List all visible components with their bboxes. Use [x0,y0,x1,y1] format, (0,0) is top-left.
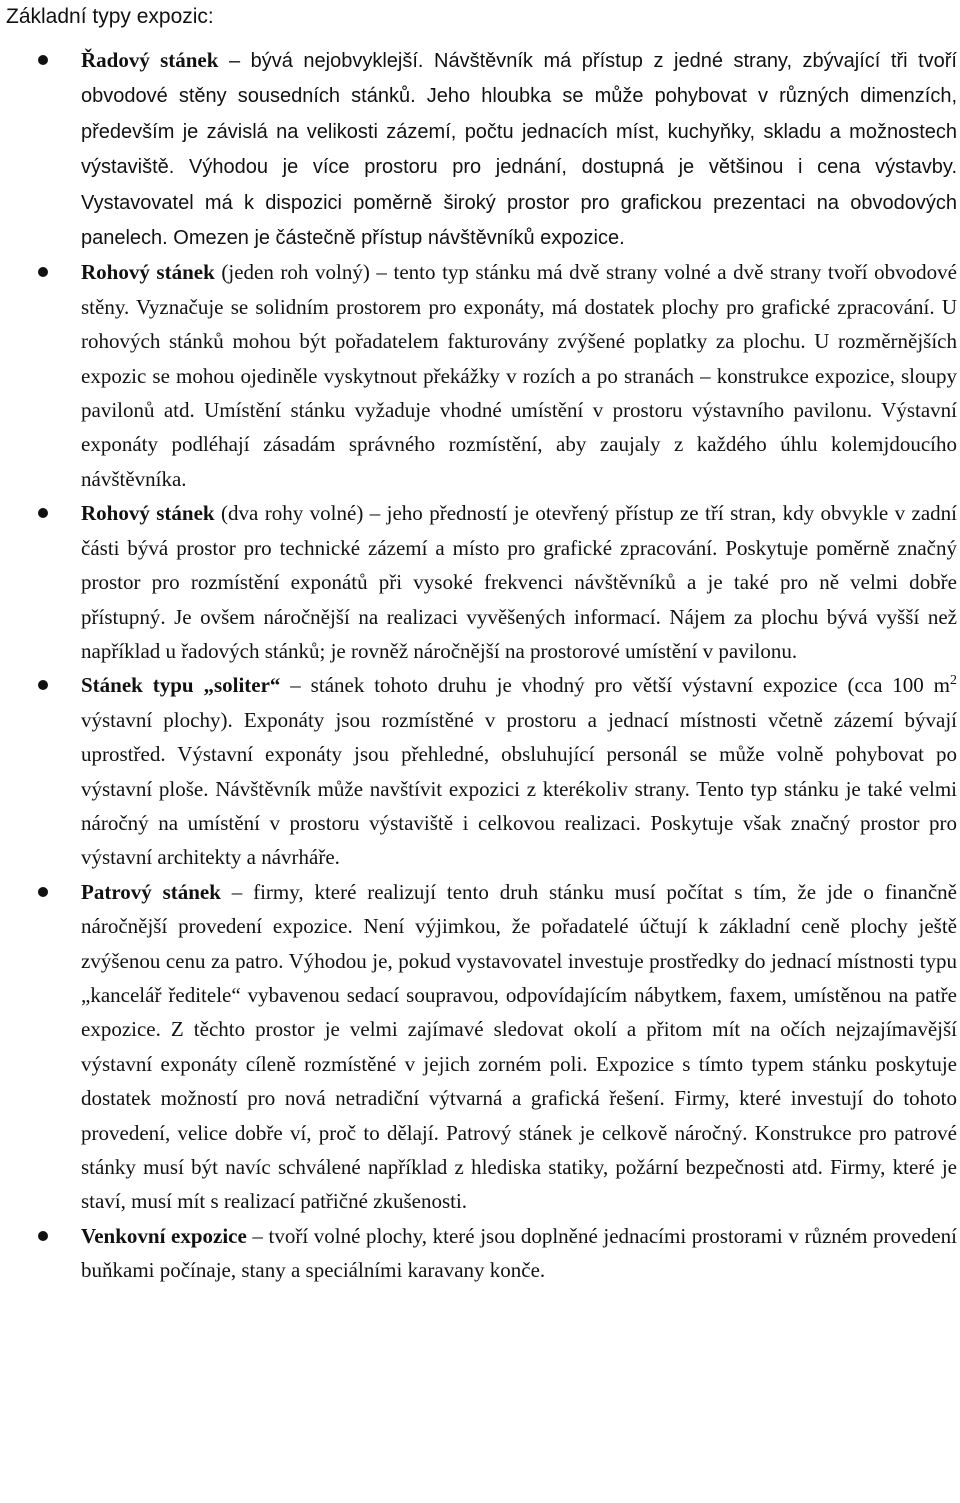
item-text: – stánek tohoto druhu je vhodný pro větší výstavní expozice (cca 100 m [280,673,950,698]
bullet-icon [38,508,48,518]
bullet-icon [38,267,48,277]
item-text: – tvoří volné plochy, které jsou doplněné jednacími prostorami v různém provedení buňkami počínaje, stany a speciálními karavany konče. [81,1223,957,1283]
item-text: – bývá nejobvyklejší. Návštěvník má přístup z jedné strany, zbývající tři tvoří obvodové stěny sousedních stánků. Jeho hloubka se může pohybovat v různých dimenzích, především je závislá na velikosti zázemí, počtu jednacích míst, kuchyňky, skladu a možnostech výstaviště. Výhodou je více prostoru pro jednání, dostupná je většinou i cena výstavby. Vystavovatel má k dispozici poměrně široký prostor pro grafickou prezentaci na obvodových panelech. Omezen je částečně přístup návštěvníků expozice. [81,50,957,250]
term: Rohový stánek [81,260,215,285]
term: Patrový stánek [81,879,221,904]
item-text: – firmy, které realizují tento druh stánku musí počítat s tím, že jde o finančně náročnější provedení expozice. Není výjimkou, že pořadatelé účtují k základní ceně plochy ještě zvýšenou cenu za patro. Výhodou je, pokud vystavovatel investuje prostředky do jednací místnosti typu „kancelář ředitele“ vybavenou sedací soupravou, odpovídajícím nábytkem, faxem, umístěnou na patře expozice. Z těchto prostor je velmi zajímavé sledovat okolí a přitom mít na očích nejzajímavější výstavní exponáty cíleně rozmístěné v jejich zorném poli. Expozice s tímto typem stánku poskytuje dostatek možností pro nová netradiční výtvarná a grafická řešení. Firmy, které investují do tohoto provedení, velice dobře ví, proč to dělají. Patrový stánek je celkově náročný. Konstrukce pro patrové stánky musí být navíc schválené například z hlediska statiky, požární bezpečnosti atd. Firmy, které je staví, musí mít s realizací patřičné zkušenosti. [81,879,957,1214]
list-item-soliter-stand [0,668,960,874]
term: Řadový stánek [81,48,219,72]
expo-types-list [0,43,960,1288]
bullet-icon [38,55,48,65]
bullet-icon [38,887,48,897]
bullet-icon [38,1231,48,1241]
item-text: (jeden roh volný) – tento typ stánku má dvě strany volné a dvě strany tvoří obvodové stěny. Vyznačuje se solidním prostorem pro exponáty, má dostatek plochy pro grafické zpracování. U rohových stánků mohou být pořadatelem fakturovány zvýšené poplatky za plochu. U rozměrnějších expozic se mohou ojediněle vyskytnout překážky v rozích a po stranách – konstrukce expozice, sloupy pavilonů atd. Umístění stánku vyžaduje vhodné umístění v prostoru výstavního pavilonu. Výstavní exponáty podléhají zásadám správného rozmístění, aby zaujaly z každého úhlu kolemjdoucího návštěvníka. [81,260,957,491]
term: Venkovní expozice [81,1223,247,1248]
list-item-outdoor-expo [0,1219,960,1288]
bullet-icon [38,680,48,690]
superscript: 2 [950,673,957,689]
item-text-continued: výstavní plochy). Exponáty jsou rozmístěné v prostoru a jednací místnosti včetně zázemí bývají uprostřed. Výstavní exponáty jsou přehledné, obsluhující personál se může volně pohybovat po výstavní ploše. Návštěvník může navštívit expozici z kterékoliv strany. Tento typ stánku je také velmi náročný na umístění v prostoru výstaviště i celkovou realizaci. Poskytuje však značný prostor pro výstavní architekty a návrháře. [81,707,957,870]
page-heading: Základní typy expozic: [6,5,214,28]
list-item-corner-stand-two [0,496,960,668]
list-item-corner-stand-one [0,255,960,496]
list-item-storey-stand [0,875,960,1219]
term: Rohový stánek [81,501,215,526]
item-text: (dva rohy volné) – jeho předností je otevřený přístup ze tří stran, kdy obvykle v zadní části bývá prostor pro technické zázemí a místo pro grafické zpracování. Poskytuje poměrně značný prostor pro rozmístění exponátů při vysoké frekvenci návštěvníků a je také pro ně velmi dobře přístupný. Je ovšem náročnější na realizaci vyvěšených informací. Nájem za plochu bývá vyšší než například u řadových stánků; je rovněž náročnější na prostorové umístění v pavilonu. [81,501,957,663]
list-item-row-stand [0,43,960,255]
term: Stánek typu „soliter“ [81,673,281,698]
